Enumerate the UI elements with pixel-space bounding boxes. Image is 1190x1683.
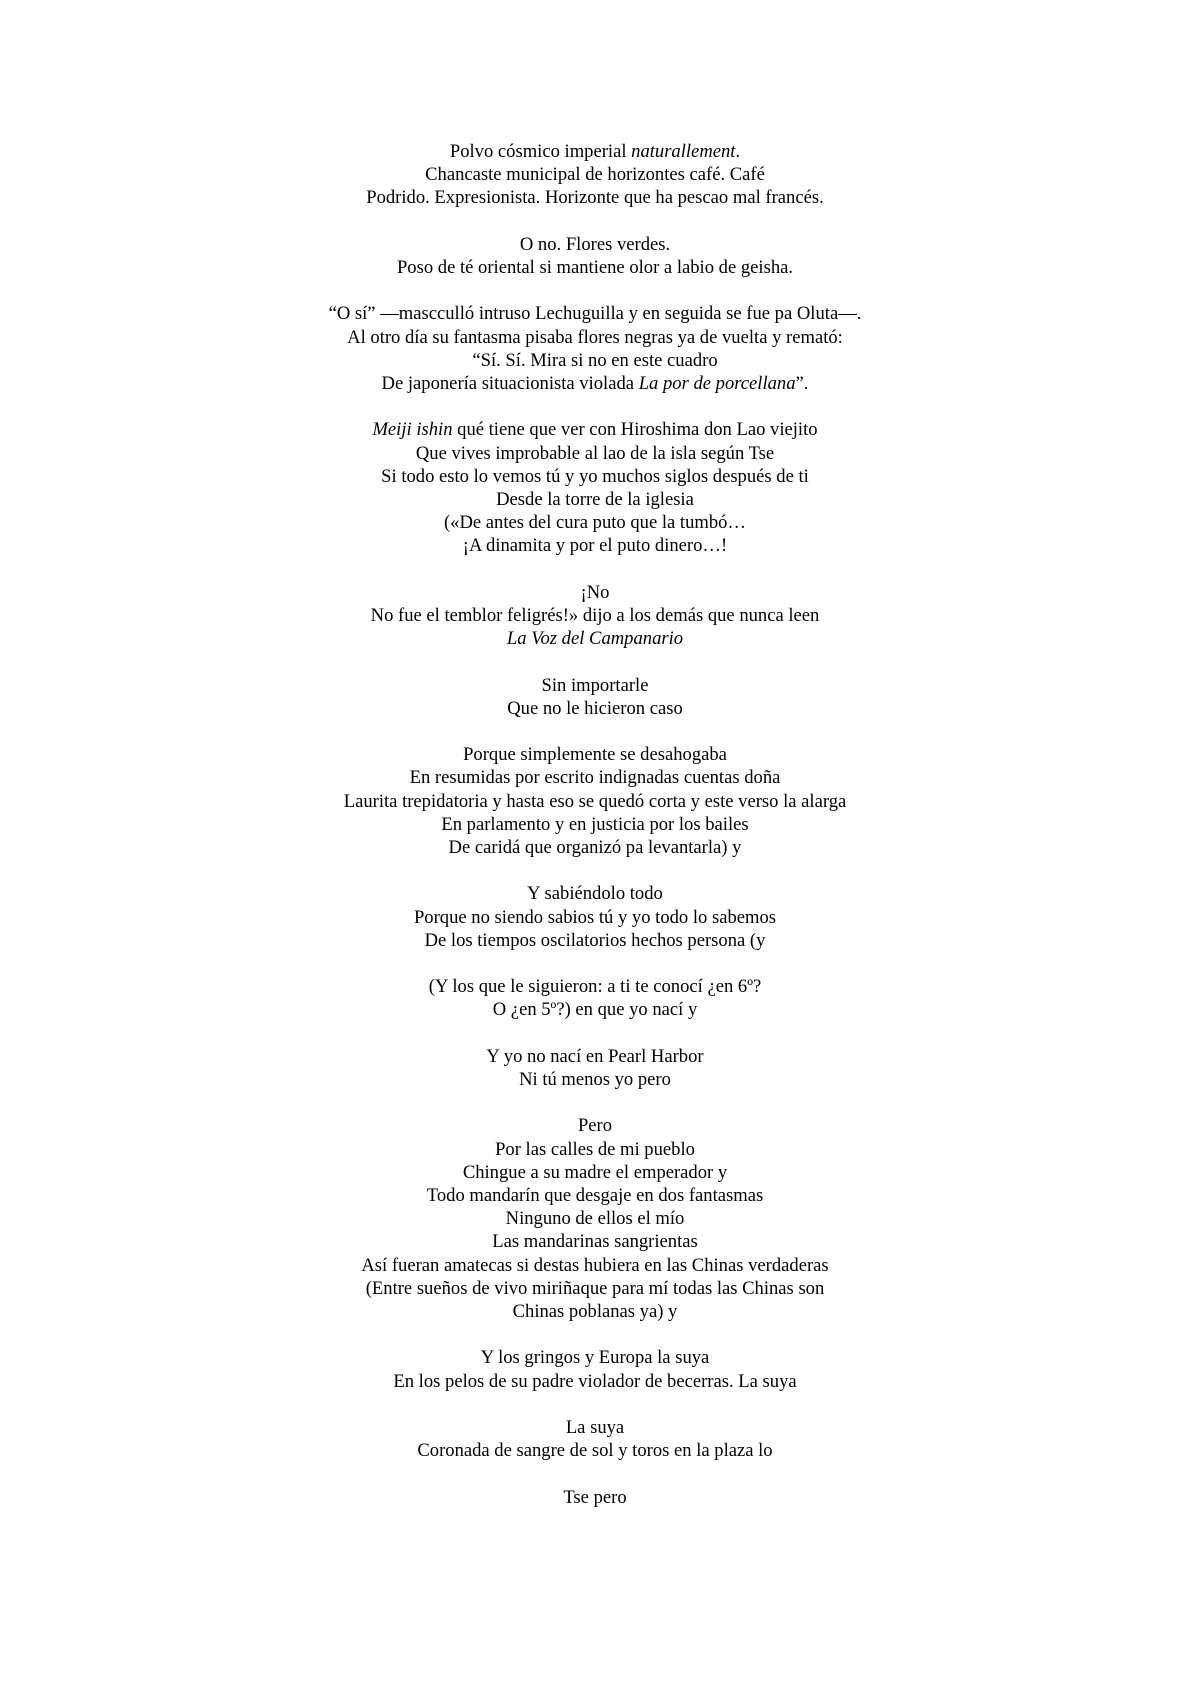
text-segment: Al otro día su fantasma pisaba flores negras ya de vuelta y remató: — [347, 326, 843, 348]
text-segment: Coronada de sangre de sol y toros en la plaza lo — [417, 1440, 773, 1462]
text-segment: Que no le hicieron caso — [507, 697, 683, 719]
text-segment: («De antes del cura puto que la tumbó… — [443, 512, 747, 534]
text-segment: Y los gringos y Europa la suya — [480, 1347, 710, 1369]
poem-line — [0, 627, 1190, 650]
poem-line — [0, 1161, 1190, 1184]
text-segment: Poso de té oriental si mantiene olor a labio de geisha. — [396, 257, 794, 278]
text-segment: “O sí” —mascculló intruso Lechuguilla y en seguida se fue pa Oluta—. — [328, 303, 862, 325]
text-segment: (Entre sueños de vivo miriñaque para mí todas las Chinas son — [365, 1277, 825, 1299]
poem-line — [0, 743, 1190, 766]
text-segment: En los pelos de su padre violador de becerras. La suya — [393, 1370, 797, 1392]
italic-text: Meiji ishin — [372, 419, 453, 441]
poem-line — [0, 604, 1190, 627]
text-segment: Ni tú menos yo pero — [519, 1068, 671, 1090]
stanza — [0, 1045, 1190, 1091]
poem-line — [0, 349, 1190, 372]
stanza — [0, 1416, 1190, 1462]
poem-line — [0, 790, 1190, 813]
text-segment: ”. — [795, 373, 809, 394]
text-segment: Si todo esto lo vemos tú y yo muchos siglos después de ti — [381, 465, 809, 487]
stanza — [0, 140, 1190, 210]
text-segment: Chinas poblanas ya) y — [512, 1301, 678, 1322]
text-segment: Que vives improbable al lao de la isla según Tse — [415, 442, 775, 464]
poem-line — [0, 326, 1190, 349]
poem-line — [0, 882, 1190, 905]
italic-text: naturallement — [631, 141, 736, 162]
poem-body — [0, 140, 1190, 1532]
text-segment: Sin importarle — [541, 674, 649, 696]
poem-line — [0, 1416, 1190, 1439]
text-segment: Desde la torre de la iglesia — [496, 489, 694, 510]
text-segment: En parlamento y en justicia por los bailes — [441, 813, 749, 835]
text-segment: ¡No — [580, 581, 610, 603]
text-segment: Chingue a su madre el emperador y — [462, 1161, 728, 1183]
poem-line — [0, 1230, 1190, 1253]
stanza — [0, 302, 1190, 395]
poem-line — [0, 1370, 1190, 1393]
poem-line — [0, 1114, 1190, 1137]
stanza — [0, 882, 1190, 952]
stanza — [0, 1114, 1190, 1323]
poem-line — [0, 1207, 1190, 1230]
text-segment: Tse pero — [563, 1486, 627, 1508]
stanza — [0, 975, 1190, 1021]
stanza — [0, 418, 1190, 557]
poem-line — [0, 836, 1190, 859]
text-segment: Polvo cósmico imperial — [449, 141, 632, 162]
poem-line — [0, 511, 1190, 534]
poem-line — [0, 1045, 1190, 1068]
poem-line — [0, 163, 1190, 186]
stanza — [0, 581, 1190, 651]
poem-line — [0, 1277, 1190, 1300]
text-segment: De caridá que organizó pa levantarla) y — [448, 837, 742, 858]
text-segment: Podrido. Expresionista. Horizonte que ha pescao mal francés. — [366, 187, 824, 209]
text-segment: Así fueran amatecas si destas hubiera en las Chinas verdaderas — [361, 1254, 829, 1276]
poem-line — [0, 186, 1190, 209]
text-segment: Y yo no nací en Pearl Harbor — [486, 1045, 704, 1067]
text-segment: Porque no siendo sabios tú y yo todo lo sabemos — [413, 906, 777, 928]
poem-line — [0, 1138, 1190, 1161]
text-segment: No fue el temblor feligrés!» dijo a los demás que nunca leen — [370, 605, 820, 626]
text-segment: Porque simplemente se desahogaba — [463, 744, 727, 766]
stanza — [0, 1486, 1190, 1509]
poem-line — [0, 465, 1190, 488]
poem-line — [0, 1439, 1190, 1462]
poem-line — [0, 998, 1190, 1021]
poem-line — [0, 140, 1190, 163]
stanza — [0, 1346, 1190, 1392]
poem-line — [0, 1068, 1190, 1091]
italic-text: La por de porcellana — [638, 373, 796, 394]
text-segment: Todo mandarín que desgaje en dos fantasmas — [426, 1184, 764, 1206]
text-segment: En resumidas por escrito indignadas cuentas doña — [409, 767, 781, 789]
text-segment: Chancaste municipal de horizontes café. Café — [425, 164, 765, 186]
poem-line — [0, 488, 1190, 511]
italic-text: La Voz del Campanario — [506, 628, 684, 650]
poem-line — [0, 372, 1190, 395]
text-segment: (Y los que le siguieron: a ti te conocí ¿en 6º? — [428, 976, 762, 998]
text-segment: O ¿en 5º?) en que yo nací y — [492, 999, 698, 1021]
poem-line — [0, 302, 1190, 325]
text-segment: ¡A dinamita y por el puto dinero…! — [462, 535, 728, 557]
poem-line — [0, 1254, 1190, 1277]
text-segment: De japonería situacionista violada — [381, 373, 639, 394]
text-segment: O no. Flores verdes. — [519, 233, 671, 255]
stanza — [0, 674, 1190, 720]
text-segment: Ninguno de ellos el mío — [505, 1208, 685, 1230]
stanza — [0, 233, 1190, 279]
text-segment: qué tiene que ver con Hiroshima don Lao viejito — [452, 419, 818, 441]
poem-line — [0, 534, 1190, 557]
stanza — [0, 743, 1190, 859]
poem-line — [0, 1346, 1190, 1369]
poem-line — [0, 581, 1190, 604]
poem-line — [0, 975, 1190, 998]
poem-line — [0, 906, 1190, 929]
text-segment: La suya — [565, 1416, 625, 1438]
poem-line — [0, 1486, 1190, 1509]
poem-line — [0, 256, 1190, 279]
poem-line — [0, 1300, 1190, 1323]
poem-line — [0, 766, 1190, 789]
text-segment: . — [735, 141, 741, 162]
poem-line — [0, 813, 1190, 836]
poem-line — [0, 674, 1190, 697]
poem-line — [0, 418, 1190, 441]
poem-line — [0, 442, 1190, 465]
text-segment: Laurita trepidatoria y hasta eso se quedó corta y este verso la alarga — [343, 790, 847, 812]
text-segment: De los tiempos oscilatorios hechos persona (y — [424, 929, 766, 951]
poem-line — [0, 929, 1190, 952]
poem-line — [0, 1184, 1190, 1207]
poem-line — [0, 697, 1190, 720]
text-segment: Pero — [577, 1115, 613, 1137]
text-segment: Las mandarinas sangrientas — [492, 1231, 698, 1253]
text-segment: “Sí. Sí. Mira si no en este cuadro — [472, 349, 718, 371]
text-segment: Por las calles de mi pueblo — [495, 1138, 695, 1160]
poem-line — [0, 233, 1190, 256]
text-segment: Y sabiéndolo todo — [527, 883, 663, 905]
